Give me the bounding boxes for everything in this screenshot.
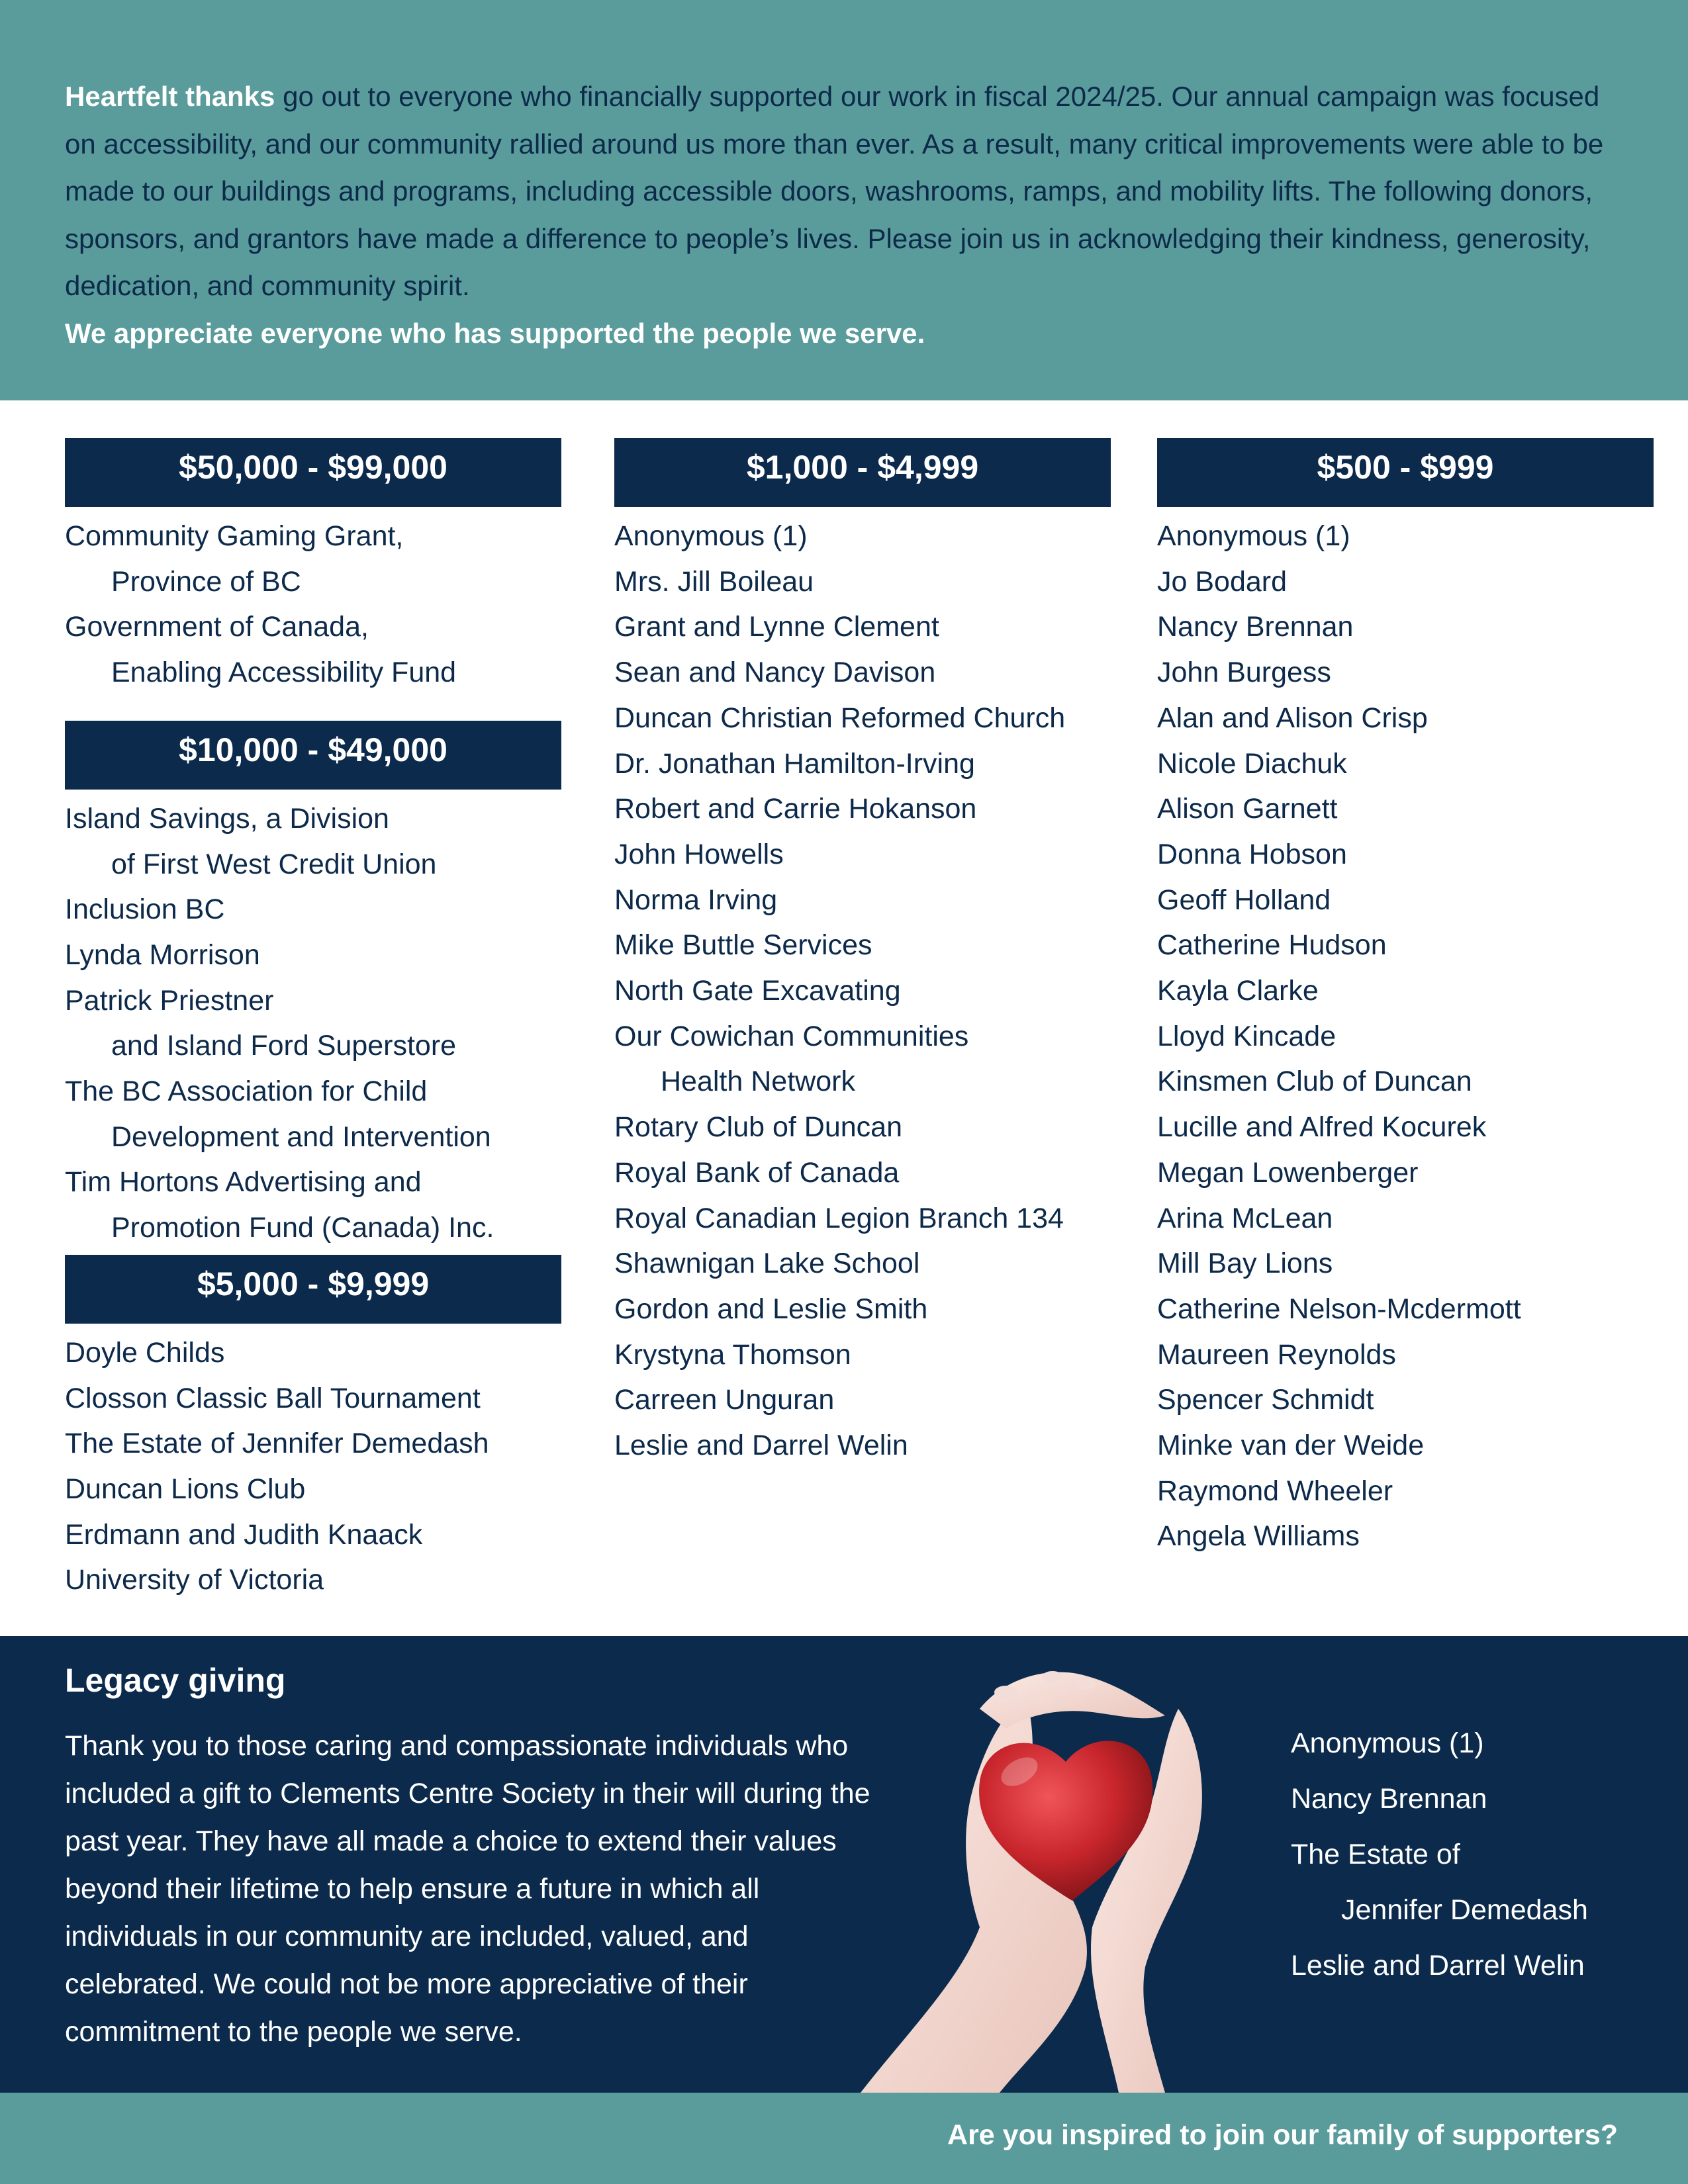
- donor-name: and Island Ford Superstore: [111, 1030, 457, 1062]
- donor-name: Alison Garnett: [1157, 793, 1338, 825]
- donor-name: John Burgess: [1157, 657, 1331, 689]
- donor-name: Lloyd Kincade: [1157, 1020, 1336, 1052]
- donor-name: Lynda Morrison: [65, 938, 260, 971]
- donor-name: Donna Hobson: [1157, 838, 1347, 870]
- intro-paragraph: [65, 73, 1623, 310]
- intro-banner: [0, 0, 1688, 400]
- donor-name: Catherine Hudson: [1157, 929, 1387, 962]
- legacy-donor-name: Jennifer Demedash: [1341, 1894, 1588, 1926]
- donor-name: of First West Credit Union: [111, 848, 437, 880]
- donor-name: Krystyna Thomson: [614, 1338, 851, 1371]
- intro-lead: Heartfelt thanks: [65, 81, 275, 112]
- legacy-donor-name: Anonymous (1): [1291, 1727, 1484, 1759]
- donor-name: Leslie and Darrel Welin: [614, 1430, 908, 1462]
- legacy-donor-name: The Estate of: [1291, 1839, 1460, 1870]
- tier-heading-500: $500 - $999: [1157, 438, 1654, 507]
- donor-name: Community Gaming Grant,: [65, 520, 404, 552]
- donor-column-3: [1157, 438, 1654, 1559]
- donor-name: Carreen Unguran: [614, 1384, 835, 1416]
- legacy-donor-name: Leslie and Darrel Welin: [1291, 1950, 1585, 1981]
- donor-name: Doyle Childs: [65, 1336, 225, 1369]
- donor-name: Shawnigan Lake School: [614, 1248, 920, 1280]
- donor-name: Rotary Club of Duncan: [614, 1111, 902, 1144]
- donor-name: Dr. Jonathan Hamilton-Irving: [614, 747, 975, 780]
- donor-name: Duncan Christian Reformed Church: [614, 702, 1066, 734]
- donor-name: Royal Canadian Legion Branch 134: [614, 1202, 1064, 1234]
- footer-banner: [0, 2093, 1688, 2184]
- donor-column-2: [614, 438, 1111, 1469]
- donor-name: Sean and Nancy Davison: [614, 657, 936, 689]
- donor-name: Anonymous (1): [614, 520, 808, 552]
- donor-name: North Gate Excavating: [614, 975, 901, 1007]
- donor-name: Lucille and Alfred Kocurek: [1157, 1111, 1487, 1144]
- donor-name: Erdmann and Judith Knaack: [65, 1518, 423, 1551]
- donor-name: Alan and Alison Crisp: [1157, 702, 1428, 734]
- donor-name: Enabling Accessibility Fund: [111, 657, 457, 689]
- intro-text: go out to everyone who financially supported our work in fiscal 2024/25. Our annual campaign was focused on accessibility, and our community rallied around us more than ever. As a result, many critical improvements were able to be made to our buildings and programs, including accessible doors, washrooms, ramps, and mobility lifts. The following donors, sponsors, and grantors have made a difference to people’s lives. Please join us in acknowledging their kindness, generosity, dedication, and community spirit.: [65, 81, 1604, 301]
- legacy-giving-section: [0, 1636, 1688, 2093]
- donor-name: Our Cowichan Communities: [614, 1020, 969, 1052]
- donor-name: Spencer Schmidt: [1157, 1384, 1374, 1416]
- donor-name: Nicole Diachuk: [1157, 747, 1347, 780]
- hands-holding-heart-image: [854, 1636, 1264, 2093]
- donor-name: Nancy Brennan: [1157, 611, 1354, 643]
- donor-name: Mike Buttle Services: [614, 929, 872, 962]
- donor-name: The BC Association for Child: [65, 1075, 428, 1108]
- donor-name: Kinsmen Club of Duncan: [1157, 1066, 1472, 1098]
- donor-name: Gordon and Leslie Smith: [614, 1293, 928, 1325]
- donor-name: Raymond Wheeler: [1157, 1475, 1393, 1507]
- tier-heading-1k: $1,000 - $4,999: [614, 438, 1111, 507]
- donor-name: Government of Canada,: [65, 611, 369, 643]
- donor-name: The Estate of Jennifer Demedash: [65, 1428, 489, 1460]
- donor-name: Anonymous (1): [1157, 520, 1350, 552]
- donor-name: Geoff Holland: [1157, 884, 1331, 916]
- donor-list-500: [1157, 514, 1654, 1559]
- donor-list-50k: [65, 514, 561, 696]
- legacy-donor-name: Nancy Brennan: [1291, 1783, 1487, 1815]
- donor-name: Promotion Fund (Canada) Inc.: [111, 1212, 494, 1244]
- donor-name: Closson Classic Ball Tournament: [65, 1382, 481, 1414]
- donor-name: Arina McLean: [1157, 1202, 1333, 1234]
- donor-name: Grant and Lynne Clement: [614, 611, 939, 643]
- donor-name: Megan Lowenberger: [1157, 1156, 1419, 1189]
- tier-heading-50k: $50,000 - $99,000: [65, 438, 561, 507]
- donor-name: Angela Williams: [1157, 1520, 1360, 1553]
- intro-closing: We appreciate everyone who has supported the people we serve.: [65, 317, 925, 349]
- footer-call-to-action: Are you inspired to join our family of supporters?: [947, 2119, 1618, 2151]
- donor-name: Maureen Reynolds: [1157, 1338, 1396, 1371]
- donor-name: Mill Bay Lions: [1157, 1248, 1333, 1280]
- donor-name: Health Network: [661, 1066, 855, 1098]
- donor-name: Tim Hortons Advertising and: [65, 1166, 422, 1199]
- legacy-body: Thank you to those caring and compassionate individuals who included a gift to Clements Centre Society in their will during the past year. They have all made a choice to extend their values beyond their lifetime to help ensure a future in which all individuals in our community are included, valued, and celebrated. We could not be more appreciative of their commitment to the people we serve.: [65, 1730, 870, 2048]
- donor-list-1k: [614, 514, 1111, 1469]
- donor-name: University of Victoria: [65, 1564, 324, 1596]
- tier-heading-10k: $10,000 - $49,000: [65, 721, 561, 790]
- donor-name: Jo Bodard: [1157, 565, 1288, 598]
- donor-name: Mrs. Jill Boileau: [614, 565, 814, 598]
- donor-name: Inclusion BC: [65, 893, 225, 926]
- tier-heading-5k: $5,000 - $9,999: [65, 1255, 561, 1324]
- donor-name: Patrick Priestner: [65, 984, 274, 1017]
- donor-name: Robert and Carrie Hokanson: [614, 793, 977, 825]
- donor-name: Royal Bank of Canada: [614, 1156, 900, 1189]
- donor-name: John Howells: [614, 838, 784, 870]
- donor-name: Island Savings, a Division: [65, 802, 389, 835]
- donor-list-10k: [65, 796, 561, 1251]
- donor-name: Development and Intervention: [111, 1120, 491, 1153]
- donor-name: Kayla Clarke: [1157, 975, 1319, 1007]
- donor-name: Norma Irving: [614, 884, 778, 916]
- donor-name: Minke van der Weide: [1157, 1430, 1425, 1462]
- legacy-donor-list: [1291, 1715, 1588, 1993]
- legacy-title: Legacy giving: [65, 1662, 286, 1699]
- donor-name: Province of BC: [111, 565, 301, 598]
- donor-name: Duncan Lions Club: [65, 1473, 306, 1505]
- donor-name: Catherine Nelson-Mcdermott: [1157, 1293, 1521, 1325]
- donor-column-1: [65, 438, 561, 1603]
- donor-list-5k: [65, 1330, 561, 1603]
